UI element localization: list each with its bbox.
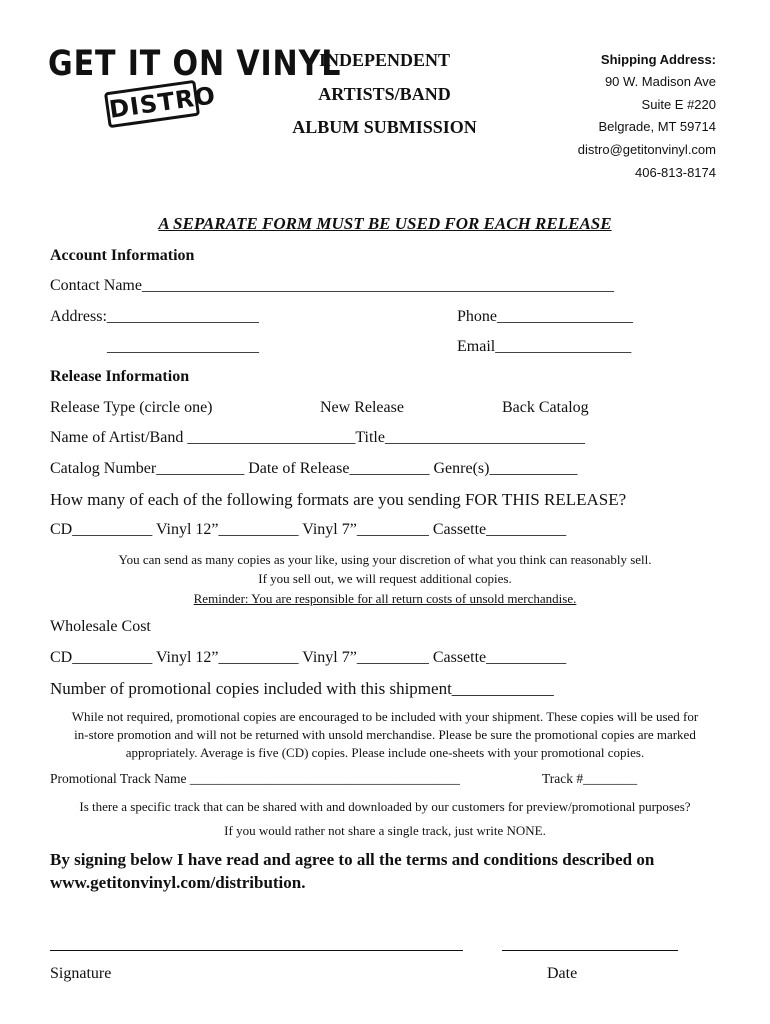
form-title-line2: ARTISTS/BAND xyxy=(318,84,451,104)
shipping-suite: Suite E #220 xyxy=(641,97,716,112)
agreement-line1: By signing below I have read and agree to all the terms and conditions described on xyxy=(50,850,655,869)
release-type-new[interactable]: New Release xyxy=(320,399,404,416)
account-heading: Account Information xyxy=(50,247,195,264)
promo-none-note: If you would rather not share a single track, just write NONE. xyxy=(224,823,546,838)
release-type-label: Release Type (circle one) xyxy=(50,399,213,416)
distro-stamp-logo: DISTRO xyxy=(104,80,200,128)
promo-note-3: appropriately. Average is five (CD) copies. Please include one-sheets with your promotional copies. xyxy=(125,745,645,760)
shipping-phone: 406-813-8174 xyxy=(635,165,716,180)
formats-question: How many of each of the following formats are you sending FOR THIS RELEASE? xyxy=(50,490,627,509)
promo-track-name-field[interactable]: Promotional Track Name ________________________________________ xyxy=(50,771,460,786)
logo-text: GET IT ON VINYL xyxy=(48,44,342,84)
promo-track-number-field[interactable]: Track #________ xyxy=(542,771,638,786)
sell-out-note: If you sell out, we will request additional copies. xyxy=(258,571,512,586)
artist-title-field[interactable]: Name of Artist/Band _____________________Title_________________________ xyxy=(50,429,585,446)
email-field[interactable]: Email_________________ xyxy=(457,338,632,355)
release-type-back-catalog[interactable]: Back Catalog xyxy=(502,399,589,416)
wholesale-heading: Wholesale Cost xyxy=(50,618,151,635)
separate-form-notice: A SEPARATE FORM MUST BE USED FOR EACH RELEASE xyxy=(158,214,612,233)
wholesale-cost-field[interactable]: CD__________ Vinyl 12”__________ Vinyl 7”_________ Cassette__________ xyxy=(50,649,567,666)
promo-note-2: in-store promotion and will not be returned with unsold merchandise. Please be sure the promotional copies are marked xyxy=(74,727,696,742)
shipping-heading: Shipping Address: xyxy=(600,52,716,67)
address-field[interactable]: Address:___________________ xyxy=(50,308,259,325)
promo-note-1: While not required, promotional copies are encouraged to be included with your shipment. These copies will be used for xyxy=(71,709,699,724)
copies-note: You can send as many copies as your like, using your discretion of what you think can reasonably sell. xyxy=(118,552,652,567)
promo-count-field[interactable]: Number of promotional copies included with this shipment____________ xyxy=(50,679,554,698)
date-label: Date xyxy=(547,965,578,982)
phone-field[interactable]: Phone_________________ xyxy=(457,308,633,325)
shipping-city: Belgrade, MT 59714 xyxy=(598,119,716,134)
formats-quantity-field[interactable]: CD__________ Vinyl 12”__________ Vinyl 7”_________ Cassette__________ xyxy=(50,521,567,538)
return-costs-reminder: Reminder: You are responsible for all return costs of unsold merchandise. xyxy=(193,591,577,606)
release-heading: Release Information xyxy=(50,368,190,385)
agreement-line2: www.getitonvinyl.com/distribution. xyxy=(50,873,306,892)
date-line[interactable] xyxy=(502,950,678,951)
shipping-street: 90 W. Madison Ave xyxy=(604,74,716,89)
signature-label: Signature xyxy=(50,965,112,982)
promo-track-question: Is there a specific track that can be shared with and downloaded by our customers for preview/promotional purposes? xyxy=(79,799,691,814)
contact-name-field[interactable]: Contact Name___________________________________________________________ xyxy=(50,277,614,294)
signature-line[interactable] xyxy=(50,950,463,951)
address-line2-field[interactable]: ___________________ xyxy=(107,338,259,355)
form-title-line3: ALBUM SUBMISSION xyxy=(292,117,477,137)
form-title-line1: INDEPENDENT xyxy=(318,50,451,70)
catalog-date-genre-field[interactable]: Catalog Number___________ Date of Release__________ Genre(s)___________ xyxy=(50,460,578,477)
shipping-email: distro@getitonvinyl.com xyxy=(577,142,716,157)
